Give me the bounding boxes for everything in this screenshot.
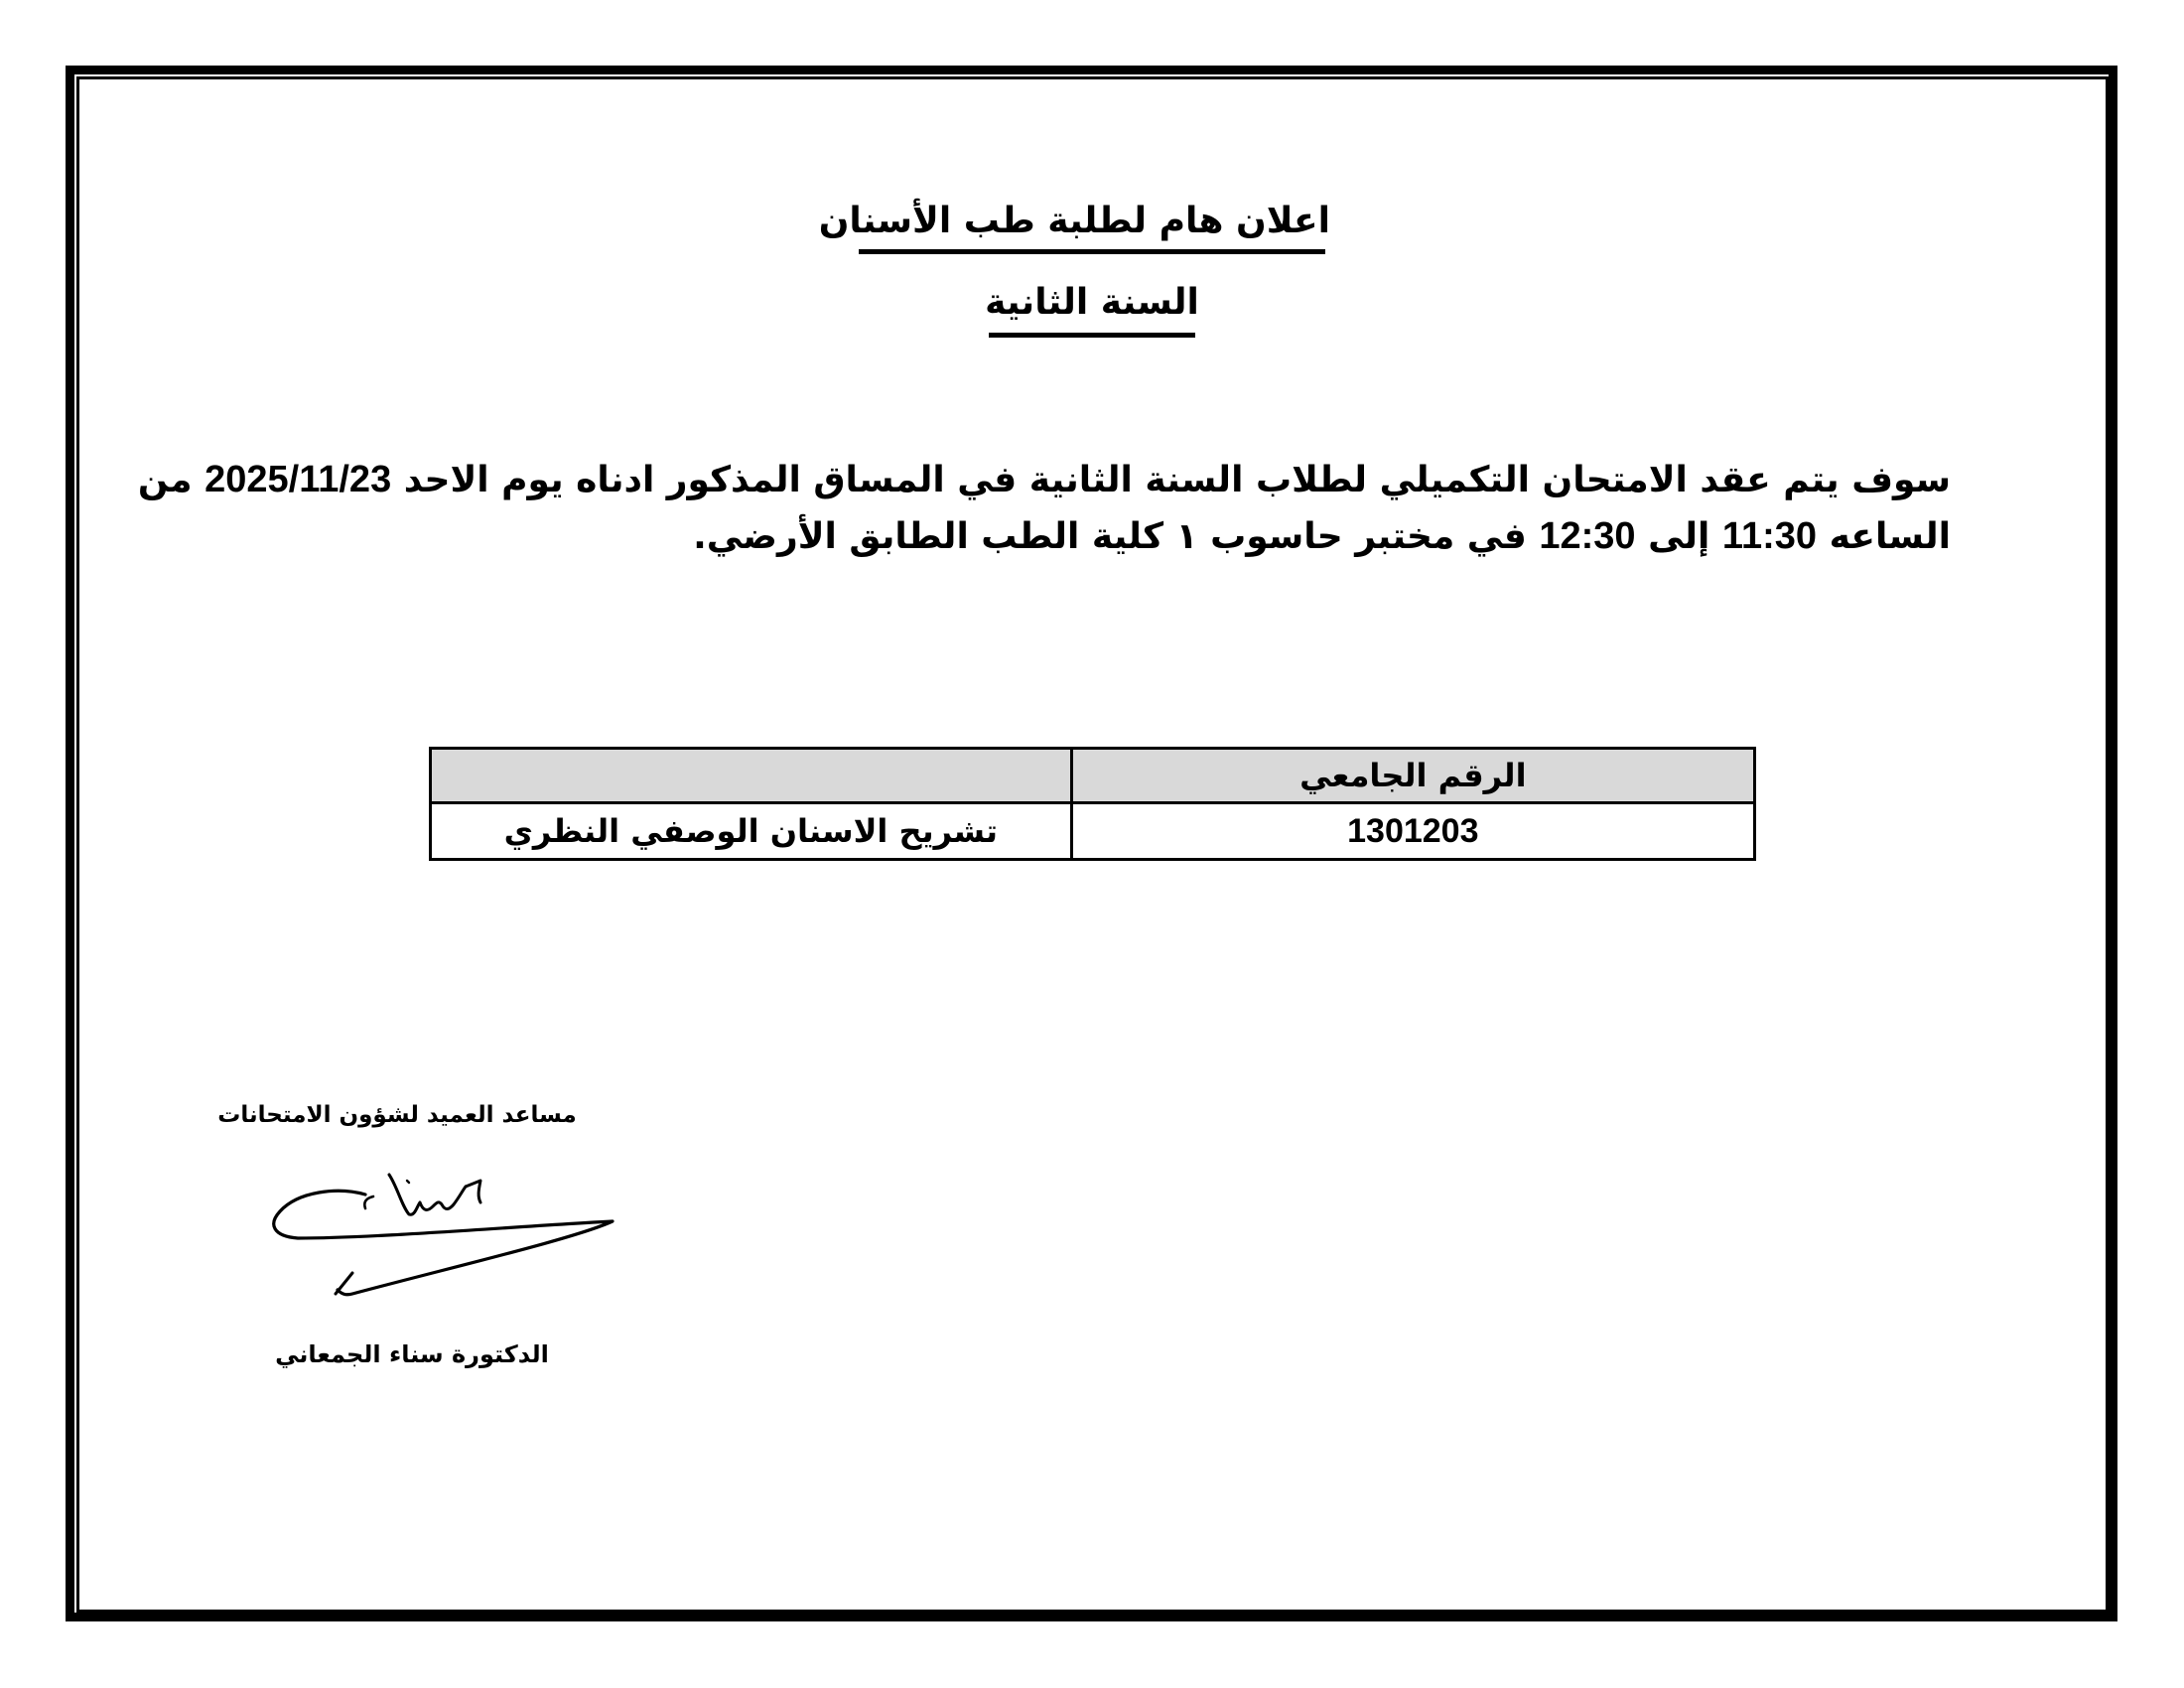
body-line-1	[137, 452, 1951, 508]
course-number: 1301203	[1347, 811, 1479, 850]
body-line-2-start: الساعه	[1829, 516, 1951, 557]
subtitle-underline	[989, 333, 1195, 338]
body-line-2-end: في مختبر حاسوب ١ كلية الطب الطابق الأرضي.	[693, 516, 1527, 557]
body-line-1-end: من	[137, 460, 193, 500]
cell-course-name: تشريح الاسنان الوصفي النظري	[431, 803, 1072, 860]
title-underline	[859, 249, 1325, 254]
signer-position-title: مساعد العميد لشؤون الامتحانات	[217, 1102, 577, 1128]
cell-course-number	[1071, 803, 1754, 860]
body-line-2-to: إلى	[1648, 516, 1710, 557]
announcement-body	[137, 452, 1951, 565]
signer-name: الدكتورة سناء الجمعاني	[275, 1340, 549, 1368]
body-line-2	[189, 508, 1951, 565]
table-row	[431, 803, 1755, 860]
announcement-subtitle: السنة الثانية	[985, 282, 1199, 323]
exam-time-from: 11:30	[1721, 515, 1818, 557]
body-line-1-text: سوف يتم عقد الامتحان التكميلي لطلاب السنة الثانية في المساق المذكور ادناه يوم الاحد	[403, 460, 1951, 500]
course-table	[429, 747, 1756, 861]
exam-date: 2025/11/23	[205, 459, 392, 500]
header-course-number: الرقم الجامعي	[1071, 749, 1754, 803]
exam-time-to: 12:30	[1539, 515, 1636, 557]
signature-icon	[258, 1167, 635, 1316]
table-header-row	[431, 749, 1755, 803]
header-course-name	[431, 749, 1072, 803]
announcement-title: اعلان هام لطلبة طب الأسنان	[818, 201, 1330, 241]
